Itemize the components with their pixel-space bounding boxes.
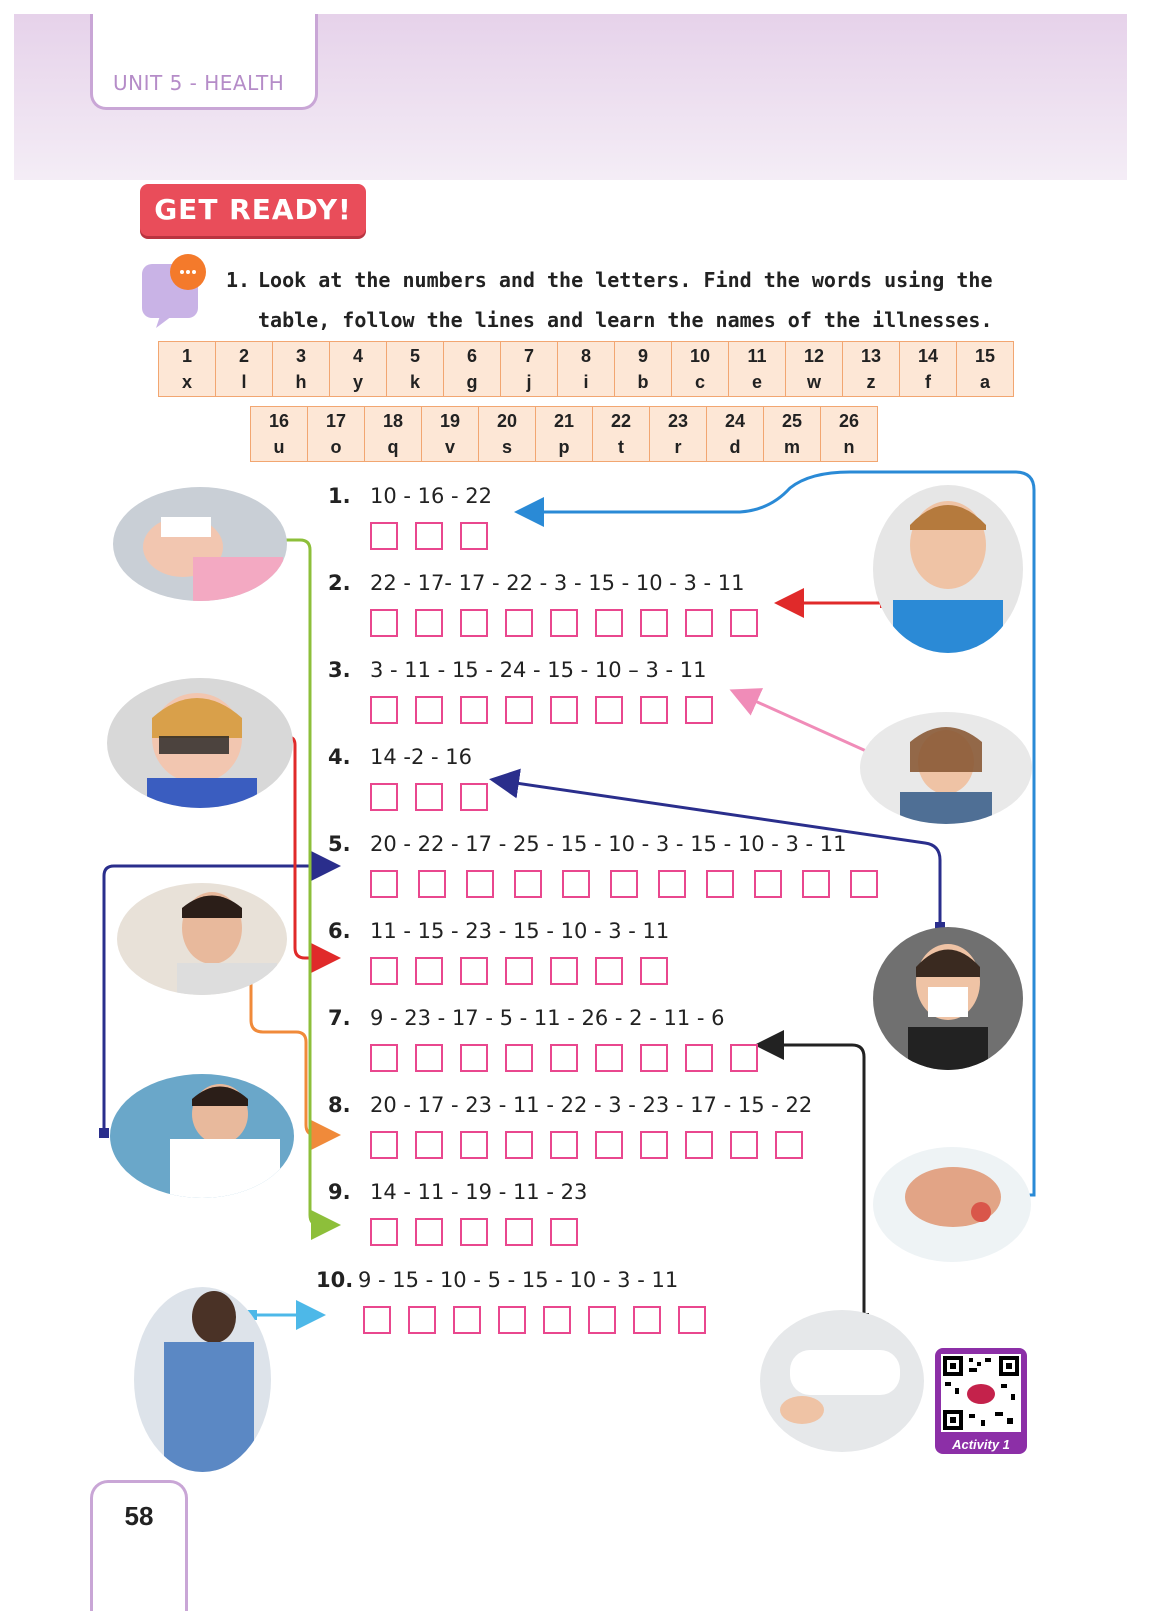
- question-code: 9 - 23 - 17 - 5 - 11 - 26 - 2 - 11 - 6: [370, 1006, 725, 1030]
- code-cell: [615, 342, 672, 397]
- code-number: 25: [781, 411, 803, 431]
- question-code: 20 - 22 - 17 - 25 - 15 - 10 - 3 - 15 - 10 - 3 - 11: [370, 832, 847, 856]
- answer-box[interactable]: [640, 957, 668, 985]
- question-code: 10 - 16 - 22: [370, 484, 493, 508]
- answer-box[interactable]: [460, 1131, 488, 1159]
- code-letter: w: [806, 372, 821, 392]
- code-number: 20: [496, 411, 518, 431]
- code-letter: e: [751, 372, 762, 392]
- answer-box[interactable]: [415, 696, 443, 724]
- question-number: 10.: [316, 1268, 354, 1292]
- question-number: 2.: [328, 571, 351, 595]
- code-number: 23: [667, 411, 689, 431]
- answer-box[interactable]: [370, 1044, 398, 1072]
- answer-box[interactable]: [640, 1044, 668, 1072]
- answer-box[interactable]: [460, 1044, 488, 1072]
- question-10: [316, 1268, 678, 1292]
- answer-box[interactable]: [415, 609, 443, 637]
- question-2: [328, 571, 745, 595]
- question-number: 9.: [328, 1180, 351, 1204]
- code-number: 18: [382, 411, 404, 431]
- answer-box[interactable]: [588, 1306, 616, 1334]
- answer-box[interactable]: [550, 1218, 578, 1246]
- code-letter: v: [444, 437, 455, 457]
- answer-box[interactable]: [685, 1044, 713, 1072]
- code-number: 15: [974, 346, 996, 366]
- answer-box[interactable]: [370, 1218, 398, 1246]
- answer-box[interactable]: [685, 696, 713, 724]
- code-number: 1: [181, 346, 192, 366]
- question-4: [328, 745, 472, 769]
- stomachache-boy-photo: [110, 1074, 294, 1198]
- answer-boxes: [370, 609, 775, 637]
- answer-box[interactable]: [595, 1044, 623, 1072]
- answer-box[interactable]: [730, 609, 758, 637]
- code-cell: [308, 407, 365, 462]
- code-number: 4: [352, 346, 363, 366]
- code-table-row-2: [250, 406, 878, 462]
- question-number: 6.: [328, 919, 351, 943]
- earache-girl-photo: [107, 678, 293, 808]
- answer-box[interactable]: [460, 609, 488, 637]
- code-cell: [957, 342, 1014, 397]
- answer-box[interactable]: [415, 1131, 443, 1159]
- code-letter: h: [295, 372, 307, 392]
- code-letter: i: [583, 372, 589, 392]
- code-number: 9: [637, 346, 648, 366]
- answer-box[interactable]: [498, 1306, 526, 1334]
- answer-box[interactable]: [633, 1306, 661, 1334]
- answer-boxes: [370, 1131, 820, 1159]
- answer-box[interactable]: [775, 1131, 803, 1159]
- code-cell: [707, 407, 764, 462]
- fever-girl-photo: [113, 487, 287, 601]
- code-cell: [650, 407, 707, 462]
- code-cell: [273, 342, 330, 397]
- code-letter: z: [866, 372, 876, 392]
- code-cell: [593, 407, 650, 462]
- code-letter: a: [979, 372, 990, 392]
- code-letter: l: [241, 372, 247, 392]
- answer-boxes: [370, 1218, 595, 1246]
- code-cell: [764, 407, 821, 462]
- code-number: 8: [580, 346, 591, 366]
- broken-leg-photo: [760, 1310, 924, 1452]
- section-title: GET READY!: [140, 184, 366, 236]
- instruction-line-2: table, follow the lines and learn the names of the illnesses.: [258, 308, 993, 332]
- code-cell: [821, 407, 878, 462]
- question-code: 14 - 11 - 19 - 11 - 23: [370, 1180, 588, 1204]
- code-number: 10: [689, 346, 711, 366]
- answer-box[interactable]: [543, 1306, 571, 1334]
- finger-injury-photo: [873, 1147, 1031, 1262]
- question-8: [328, 1093, 812, 1117]
- code-letter: n: [843, 437, 855, 457]
- backache-man-photo: [134, 1287, 271, 1472]
- code-number: 12: [803, 346, 825, 366]
- question-6: [328, 919, 669, 943]
- answer-box[interactable]: [505, 1131, 533, 1159]
- question-number: 5.: [328, 832, 351, 856]
- flu-woman-photo: [873, 927, 1023, 1070]
- answer-box[interactable]: [460, 522, 488, 550]
- answer-boxes: [370, 522, 505, 550]
- code-letter: d: [729, 437, 741, 457]
- answer-box[interactable]: [640, 696, 668, 724]
- code-letter: t: [618, 437, 624, 457]
- answer-box[interactable]: [595, 957, 623, 985]
- code-letter: b: [637, 372, 649, 392]
- answer-boxes: [370, 870, 898, 898]
- question-7: [328, 1006, 724, 1030]
- answer-box[interactable]: [466, 870, 494, 898]
- code-cell: [843, 342, 900, 397]
- answer-box[interactable]: [505, 696, 533, 724]
- page-number: 58: [124, 1501, 154, 1531]
- answer-box[interactable]: [706, 870, 734, 898]
- qr-caption: Activity 1: [952, 1437, 1010, 1452]
- answer-box[interactable]: [610, 870, 638, 898]
- answer-box[interactable]: [640, 1131, 668, 1159]
- code-number: 7: [523, 346, 534, 366]
- unit-label: UNIT 5 - HEALTH: [113, 71, 285, 95]
- answer-box[interactable]: [505, 1218, 533, 1246]
- code-cell: [900, 342, 957, 397]
- answer-box[interactable]: [370, 696, 398, 724]
- answer-box[interactable]: [370, 783, 398, 811]
- answer-box[interactable]: [850, 870, 878, 898]
- code-number: 22: [610, 411, 632, 431]
- answer-box[interactable]: [408, 1306, 436, 1334]
- code-cell: [422, 407, 479, 462]
- answer-box[interactable]: [685, 609, 713, 637]
- answer-box[interactable]: [658, 870, 686, 898]
- code-cell: [387, 342, 444, 397]
- question-number: 4.: [328, 745, 351, 769]
- instruction-line-1: Look at the numbers and the letters. Find the words using the: [258, 268, 993, 292]
- code-number: 5: [409, 346, 420, 366]
- answer-box[interactable]: [415, 1218, 443, 1246]
- code-number: 2: [238, 346, 249, 366]
- code-number: 14: [917, 346, 939, 366]
- answer-box[interactable]: [550, 609, 578, 637]
- answer-box[interactable]: [363, 1306, 391, 1334]
- answer-boxes: [370, 783, 505, 811]
- code-number: 13: [860, 346, 882, 366]
- code-letter: r: [674, 437, 682, 457]
- question-5: [328, 832, 847, 856]
- answer-box[interactable]: [415, 1044, 443, 1072]
- answer-box[interactable]: [550, 957, 578, 985]
- answer-box[interactable]: [415, 783, 443, 811]
- answer-box[interactable]: [453, 1306, 481, 1334]
- code-cell: [330, 342, 387, 397]
- answer-box[interactable]: [370, 870, 398, 898]
- code-letter: j: [526, 372, 532, 392]
- code-letter: m: [783, 437, 800, 457]
- code-cell: [479, 407, 536, 462]
- answer-box[interactable]: [595, 1131, 623, 1159]
- question-number: 3.: [328, 658, 351, 682]
- code-cell: [501, 342, 558, 397]
- answer-box[interactable]: [595, 609, 623, 637]
- code-number: 16: [268, 411, 290, 431]
- answer-box[interactable]: [460, 1218, 488, 1246]
- code-letter: o: [330, 437, 342, 457]
- answer-box[interactable]: [505, 609, 533, 637]
- code-letter: u: [273, 437, 285, 457]
- code-cell: [444, 342, 501, 397]
- answer-box[interactable]: [730, 1131, 758, 1159]
- speech-bubble-icon: [140, 250, 220, 330]
- code-cell: [159, 342, 216, 397]
- sore-throat-man-photo: [117, 883, 287, 995]
- question-code: 3 - 11 - 15 - 24 - 15 - 10 – 3 - 11: [370, 658, 707, 682]
- unit-tab: [90, 14, 318, 110]
- answer-boxes: [363, 1306, 723, 1334]
- code-letter: f: [925, 372, 931, 392]
- code-cell: [729, 342, 786, 397]
- page-number-tab: [90, 1480, 188, 1611]
- code-cell: [251, 407, 308, 462]
- answer-box[interactable]: [370, 522, 398, 550]
- headache-woman-photo: [860, 712, 1032, 824]
- code-cell: [536, 407, 593, 462]
- answer-box[interactable]: [685, 1131, 713, 1159]
- answer-box[interactable]: [595, 696, 623, 724]
- answer-box[interactable]: [460, 696, 488, 724]
- code-number: 6: [466, 346, 477, 366]
- answer-box[interactable]: [550, 1044, 578, 1072]
- answer-box[interactable]: [460, 957, 488, 985]
- code-letter: k: [409, 372, 420, 392]
- code-number: 24: [724, 411, 746, 431]
- question-code: 22 - 17- 17 - 22 - 3 - 15 - 10 - 3 - 11: [370, 571, 745, 595]
- answer-box[interactable]: [678, 1306, 706, 1334]
- instruction: [226, 260, 1006, 340]
- qr-code[interactable]: [935, 1348, 1027, 1454]
- code-cell: [672, 342, 729, 397]
- question-code: 11 - 15 - 23 - 15 - 10 - 3 - 11: [370, 919, 670, 943]
- answer-box[interactable]: [505, 1044, 533, 1072]
- question-code: 9 - 15 - 10 - 5 - 15 - 10 - 3 - 11: [358, 1268, 679, 1292]
- answer-box[interactable]: [730, 1044, 758, 1072]
- code-number: 19: [439, 411, 461, 431]
- question-9: [328, 1180, 587, 1204]
- question-code: 14 -2 - 16: [370, 745, 472, 769]
- answer-box[interactable]: [802, 870, 830, 898]
- code-letter: x: [181, 372, 192, 392]
- answer-box[interactable]: [415, 957, 443, 985]
- answer-box[interactable]: [550, 1131, 578, 1159]
- question-number: 7.: [328, 1006, 351, 1030]
- code-cell: [365, 407, 422, 462]
- answer-boxes: [370, 1044, 775, 1072]
- code-letter: q: [387, 437, 399, 457]
- answer-box[interactable]: [370, 609, 398, 637]
- code-table-row-1: [158, 341, 1014, 397]
- question-3: [328, 658, 706, 682]
- code-cell: [558, 342, 615, 397]
- answer-box[interactable]: [418, 870, 446, 898]
- code-cell: [786, 342, 843, 397]
- code-letter: p: [558, 437, 570, 457]
- answer-box[interactable]: [370, 1131, 398, 1159]
- code-number: 11: [747, 346, 767, 366]
- code-number: 26: [838, 411, 860, 431]
- code-letter: c: [694, 372, 705, 392]
- code-number: 21: [553, 411, 575, 431]
- question-number: 8.: [328, 1093, 351, 1117]
- code-number: 3: [295, 346, 306, 366]
- answer-box[interactable]: [754, 870, 782, 898]
- code-number: 17: [325, 411, 347, 431]
- answer-boxes: [370, 696, 730, 724]
- answer-box[interactable]: [550, 696, 578, 724]
- qr-code-image: [941, 1354, 1021, 1432]
- answer-box[interactable]: [460, 783, 488, 811]
- answer-box[interactable]: [415, 522, 443, 550]
- answer-box[interactable]: [640, 609, 668, 637]
- answer-box[interactable]: [370, 957, 398, 985]
- answer-box[interactable]: [514, 870, 542, 898]
- toothache-boy-photo: [873, 485, 1023, 653]
- question-code: 20 - 17 - 23 - 11 - 22 - 3 - 23 - 17 - 15 - 22: [370, 1093, 813, 1117]
- instruction-number: 1.: [226, 268, 251, 292]
- code-letter: g: [466, 372, 478, 392]
- question-number: 1.: [328, 484, 351, 508]
- answer-box[interactable]: [562, 870, 590, 898]
- answer-boxes: [370, 957, 685, 985]
- question-1: [328, 484, 492, 508]
- answer-box[interactable]: [505, 957, 533, 985]
- code-letter: y: [352, 372, 363, 392]
- code-cell: [216, 342, 273, 397]
- code-letter: s: [501, 437, 512, 457]
